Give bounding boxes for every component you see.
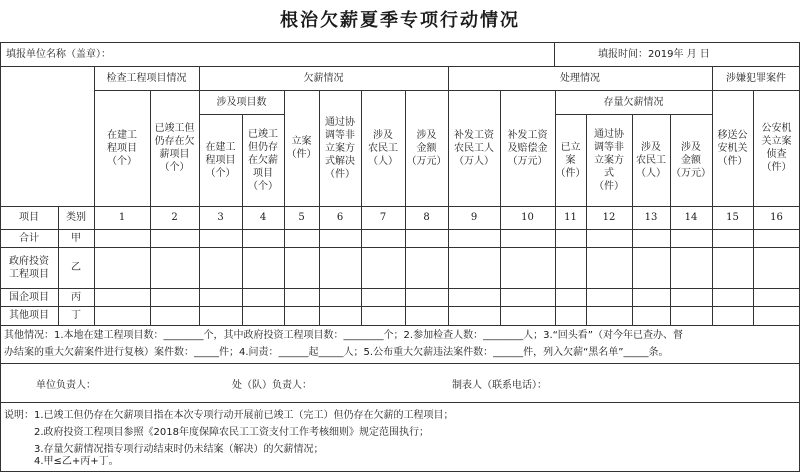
col-header-2: 已竣工但 仍存在欠 薪项目 （个） bbox=[154, 123, 195, 173]
other-info-line1: 其他情况：1.本地在建工程项目数：________个，其中政府投资工程项目数：________个；2.参加检查人数：________人；3.“回头看”（对今年已查办、督 bbox=[4, 330, 683, 341]
unit-label: 填报单位名称（盖章）： bbox=[6, 48, 111, 60]
preparer-label: 制表人（联系电话）： bbox=[452, 380, 547, 391]
note-3: 3.存量欠薪情况指专项行动结束时仍未结案（解决）的欠薪情况； bbox=[34, 444, 324, 455]
col-header-14: 涉及 金额 （万元） bbox=[671, 141, 711, 179]
col-number: 9 bbox=[470, 212, 478, 223]
unit-head-label: 单位负责人： bbox=[36, 380, 96, 391]
col-number: 5 bbox=[298, 212, 305, 223]
col-number: 12 bbox=[602, 212, 616, 223]
dept-head-label: 处（队）负责人： bbox=[232, 380, 312, 391]
row-category-soe: 丙 bbox=[71, 291, 81, 303]
col-header-9: 补发工资 农民工人 （万人） bbox=[454, 129, 494, 167]
col-header-11: 已立 案 （件） bbox=[555, 141, 586, 179]
col-header-3: 在建工 程项目 （个） bbox=[205, 141, 236, 179]
col-header-8: 涉及 金额 （万元） bbox=[406, 129, 447, 167]
index-category-label: 类别 bbox=[66, 212, 86, 223]
note-1: 说明：1.已竣工但仍存在欠薪项目指在本次专项行动开展前已竣工（完工）但仍存在欠薪的工程项目； bbox=[4, 410, 454, 421]
col-number: 1 bbox=[118, 212, 126, 223]
date-label: 填报时间：2019年 月 日 bbox=[598, 48, 710, 60]
col-header-7: 涉及 农民工 （人） bbox=[368, 129, 398, 167]
row-item-soe: 国企项目 bbox=[9, 291, 49, 303]
col-number: 6 bbox=[336, 212, 344, 223]
note-4: 4.甲≤乙+丙+丁。 bbox=[34, 456, 119, 467]
col-header-10: 补发工资 及赔偿金 （万元） bbox=[507, 129, 548, 167]
col-number: 15 bbox=[726, 212, 739, 223]
col-header-15: 移送公 安机关 （件） bbox=[717, 129, 748, 167]
group-involved-count: 涉及项目数 bbox=[216, 96, 267, 108]
row-item-total: 合计 bbox=[19, 232, 39, 244]
row-item-gov: 政府投资 工程项目 bbox=[9, 255, 49, 280]
other-info-line2: 办结案的重大欠薪案件进行复核）案件数：_____件；4.问责：______起_____人；5.公布重大欠薪违法案件数：______件，列入欠薪“黑名单”_____条。 bbox=[4, 347, 669, 358]
group-check-projects: 检查工程项目情况 bbox=[106, 72, 187, 84]
col-header-1: 在建工 程项目 （个） bbox=[107, 129, 137, 167]
col-number: 16 bbox=[770, 212, 783, 223]
group-stock-arrears: 存量欠薪情况 bbox=[603, 96, 664, 108]
col-number: 11 bbox=[564, 212, 577, 223]
col-header-4: 已竣工 但仍存 在欠薪 项目 （个） bbox=[248, 128, 278, 192]
group-crime-cases: 涉嫌犯罪案件 bbox=[726, 72, 786, 84]
col-number: 13 bbox=[644, 212, 658, 223]
col-header-5: 立案 （件） bbox=[286, 136, 317, 160]
col-number: 4 bbox=[259, 212, 267, 223]
page-title: 根治欠薪夏季专项行动情况 bbox=[280, 10, 520, 31]
note-2: 2.政府投资工程项目参照《2018年度保障农民工工资支付工作考核细则》规定范围执行； bbox=[34, 427, 429, 438]
col-number: 8 bbox=[423, 212, 430, 223]
col-number: 3 bbox=[217, 212, 224, 223]
col-header-6: 通过协 调等非 立案方 式解决 （件） bbox=[325, 116, 355, 180]
group-handling: 处理情况 bbox=[560, 72, 600, 84]
report-form bbox=[0, 42, 800, 472]
row-category-other: 丁 bbox=[71, 310, 81, 321]
col-number: 14 bbox=[684, 212, 698, 223]
col-header-13: 涉及 农民工 （人） bbox=[636, 141, 666, 179]
col-number: 10 bbox=[521, 212, 534, 223]
col-number: 7 bbox=[379, 212, 387, 223]
col-number: 2 bbox=[171, 212, 178, 223]
row-category-total: 甲 bbox=[71, 232, 81, 244]
col-header-12: 通过协 调等非 立案方 式 （件） bbox=[594, 128, 624, 192]
row-item-other: 其他项目 bbox=[9, 310, 49, 321]
index-item-label: 项目 bbox=[19, 212, 39, 223]
col-header-16: 公安机 关立案 侦查 （件） bbox=[761, 123, 792, 173]
row-category-gov: 乙 bbox=[71, 262, 81, 273]
group-wage-arrears: 欠薪情况 bbox=[303, 72, 344, 84]
